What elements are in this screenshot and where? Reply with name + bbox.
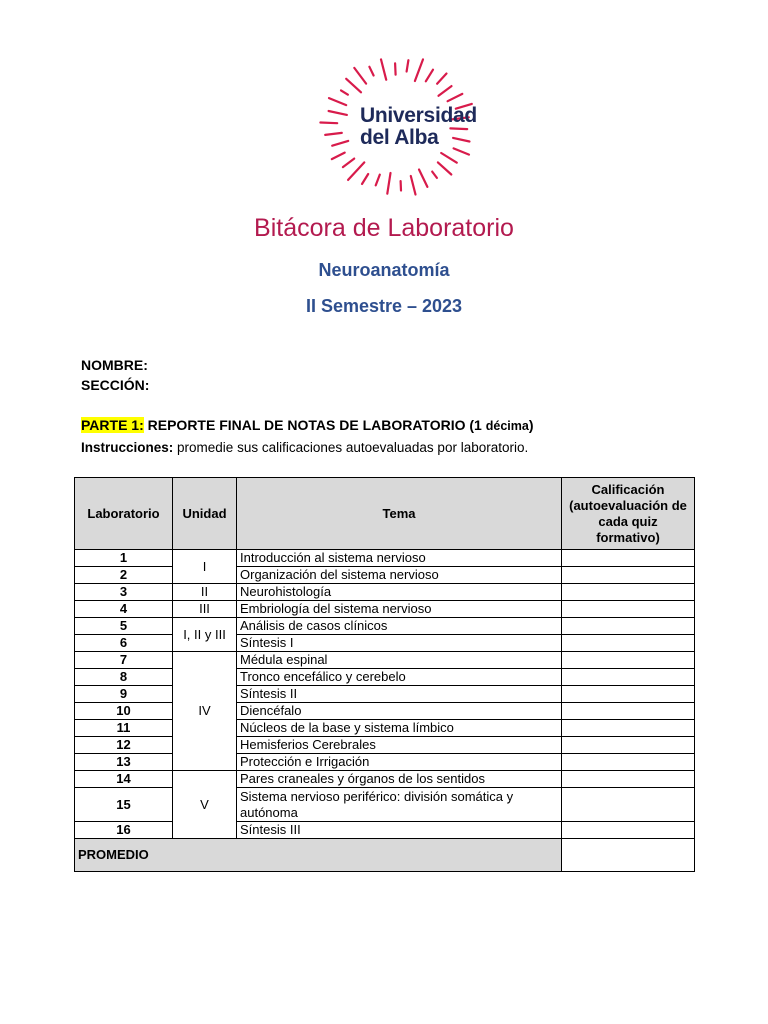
promedio-grade-cell[interactable] <box>562 839 695 872</box>
tema-cell: Síntesis I <box>237 635 562 652</box>
tema-cell: Sistema nervioso periférico: división somática y autónoma <box>237 788 562 822</box>
tema-cell: Análisis de casos clínicos <box>237 618 562 635</box>
table-row <box>75 669 695 686</box>
parte-heading <box>81 417 534 433</box>
sunburst-ray <box>437 74 446 84</box>
table-row <box>75 567 695 584</box>
grade-cell[interactable] <box>562 601 695 618</box>
sunburst-ray <box>325 133 342 135</box>
grade-cell[interactable] <box>562 669 695 686</box>
sunburst-ray <box>432 172 437 178</box>
table-row <box>75 703 695 720</box>
table-row <box>75 652 695 669</box>
lab-number: 14 <box>75 771 173 788</box>
unit-cell: I, II y III <box>173 618 237 652</box>
tema-cell: Hemisferios Cerebrales <box>237 737 562 754</box>
table-row <box>75 771 695 788</box>
lab-number: 12 <box>75 737 173 754</box>
sunburst-ray <box>407 60 409 71</box>
sunburst-ray <box>439 86 452 96</box>
unit-cell: II <box>173 584 237 601</box>
logo-line-1: Universidad <box>360 104 477 127</box>
grade-cell[interactable] <box>562 635 695 652</box>
table-row <box>75 720 695 737</box>
sunburst-ray <box>381 59 386 79</box>
sunburst-ray <box>332 153 345 160</box>
sunburst-ray <box>343 159 354 168</box>
parte-small: décima <box>485 419 529 433</box>
lab-number: 11 <box>75 720 173 737</box>
lab-number: 3 <box>75 584 173 601</box>
sunburst-ray <box>346 79 361 93</box>
promedio-label: PROMEDIO <box>75 839 562 872</box>
unit-cell: III <box>173 601 237 618</box>
grade-cell[interactable] <box>562 686 695 703</box>
sunburst-ray <box>320 123 337 124</box>
sunburst-ray <box>426 70 433 82</box>
tema-cell: Introducción al sistema nervioso <box>237 550 562 567</box>
grade-cell[interactable] <box>562 703 695 720</box>
header-laboratorio: Laboratorio <box>75 478 173 550</box>
sunburst-ray <box>448 94 463 101</box>
sunburst-ray <box>329 111 347 115</box>
sunburst-ray <box>348 162 364 180</box>
sunburst-ray <box>354 68 366 84</box>
table-row <box>75 822 695 839</box>
instructions-text: promedie sus calificaciones autoevaluadas por laboratorio. <box>173 440 529 455</box>
lab-number: 8 <box>75 669 173 686</box>
table-header-row <box>75 478 695 550</box>
tema-cell: Diencéfalo <box>237 703 562 720</box>
subject-title: Neuroanatomía <box>318 260 450 280</box>
nombre-label: NOMBRE: <box>81 357 148 373</box>
grade-cell[interactable] <box>562 567 695 584</box>
grade-cell[interactable] <box>562 720 695 737</box>
tema-cell: Médula espinal <box>237 652 562 669</box>
sunburst-ray <box>411 176 416 195</box>
grade-cell[interactable] <box>562 550 695 567</box>
table-row <box>75 754 695 771</box>
unit-cell: IV <box>173 652 237 771</box>
sunburst-ray <box>376 175 380 186</box>
parte-text: REPORTE FINAL DE NOTAS DE LABORATORIO (1 <box>143 417 486 433</box>
sunburst-ray <box>454 148 469 154</box>
page-title: Bitácora de Laboratorio <box>254 214 514 242</box>
header-unidad: Unidad <box>173 478 237 550</box>
grade-cell[interactable] <box>562 754 695 771</box>
tema-cell: Núcleos de la base y sistema límbico <box>237 720 562 737</box>
logo-wordmark <box>360 105 477 149</box>
sunburst-ray <box>329 98 346 105</box>
table-row <box>75 601 695 618</box>
lab-number: 4 <box>75 601 173 618</box>
sunburst-ray <box>369 67 373 76</box>
tema-cell: Protección e Irrigación <box>237 754 562 771</box>
unit-cell: V <box>173 771 237 839</box>
logo-line-2: del Alba <box>360 126 439 149</box>
grades-table <box>74 477 695 872</box>
table-row <box>75 618 695 635</box>
sunburst-ray <box>387 173 390 194</box>
table-row <box>75 737 695 754</box>
lab-number: 5 <box>75 618 173 635</box>
university-logo <box>288 52 488 202</box>
tema-cell: Neurohistología <box>237 584 562 601</box>
tema-cell: Pares craneales y órganos de los sentidos <box>237 771 562 788</box>
header-tema: Tema <box>237 478 562 550</box>
lab-number: 2 <box>75 567 173 584</box>
unit-cell: I <box>173 550 237 584</box>
instructions <box>81 440 528 455</box>
tema-cell: Embriología del sistema nervioso <box>237 601 562 618</box>
table-row <box>75 788 695 822</box>
lab-number: 10 <box>75 703 173 720</box>
grade-cell[interactable] <box>562 822 695 839</box>
grade-cell[interactable] <box>562 788 695 822</box>
sunburst-ray <box>438 162 451 174</box>
lab-number: 13 <box>75 754 173 771</box>
sunburst-ray <box>362 174 368 184</box>
grade-cell[interactable] <box>562 618 695 635</box>
table-row <box>75 584 695 601</box>
lab-number: 15 <box>75 788 173 822</box>
lab-number: 16 <box>75 822 173 839</box>
lab-number: 1 <box>75 550 173 567</box>
grade-cell[interactable] <box>562 771 695 788</box>
parte-close: ) <box>528 417 534 433</box>
sunburst-ray <box>395 63 396 74</box>
tema-cell: Organización del sistema nervioso <box>237 567 562 584</box>
lab-number: 6 <box>75 635 173 652</box>
grade-cell[interactable] <box>562 737 695 754</box>
lab-number: 9 <box>75 686 173 703</box>
sunburst-ray <box>332 141 348 146</box>
instructions-label: Instrucciones: <box>81 440 174 455</box>
semester-title: II Semestre – 2023 <box>305 296 463 316</box>
sunburst-ray <box>341 90 348 94</box>
sunburst-ray <box>441 153 457 163</box>
lab-number: 7 <box>75 652 173 669</box>
seccion-label: SECCIÓN: <box>81 377 150 393</box>
table-row <box>75 550 695 567</box>
grade-cell[interactable] <box>562 652 695 669</box>
header-calificacion: Calificación (autoevaluación de cada quiz formativo) <box>562 478 695 550</box>
parte-label: PARTE 1: <box>81 417 144 433</box>
tema-cell: Síntesis II <box>237 686 562 703</box>
table-row <box>75 635 695 652</box>
grade-cell[interactable] <box>562 584 695 601</box>
table-row <box>75 686 695 703</box>
tema-cell: Tronco encefálico y cerebelo <box>237 669 562 686</box>
sunburst-ray <box>415 59 423 81</box>
tema-cell: Síntesis III <box>237 822 562 839</box>
promedio-row <box>75 839 695 872</box>
sunburst-ray <box>419 170 427 187</box>
